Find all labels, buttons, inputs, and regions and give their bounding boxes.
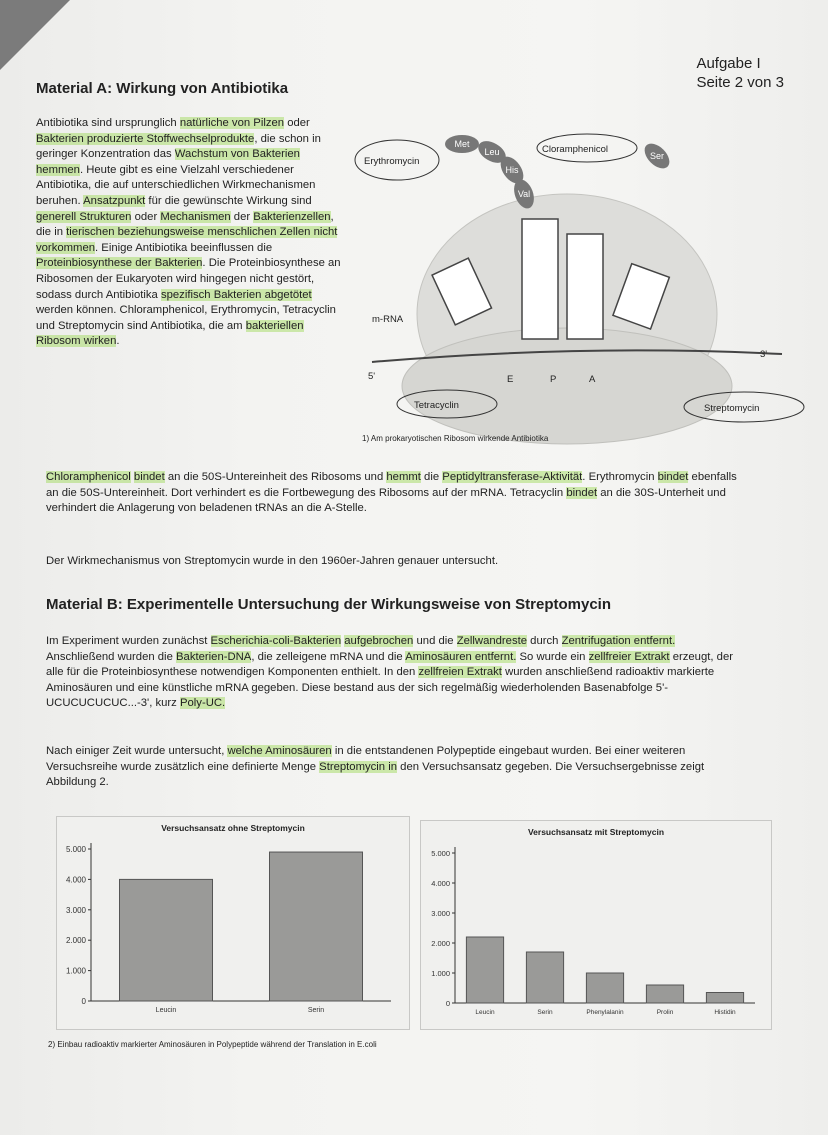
text-run: an die 50S-Untereinheit des Ribosoms und <box>164 471 387 483</box>
text-run: So wurde ein <box>516 650 589 663</box>
x-tick-label: Phenylalanin <box>586 1009 624 1016</box>
chart-with-streptomycin <box>420 820 772 1030</box>
text-run: , die schon in geringer Konzentration das <box>36 132 321 161</box>
material-b-paragraph-2 <box>46 744 746 791</box>
label-mrna: m-RNA <box>372 314 404 325</box>
amino-label-his: His <box>505 165 519 175</box>
chart-without-streptomycin <box>56 816 410 1030</box>
amino-label-val: Val <box>517 189 531 199</box>
text-run: ebenfalls an die 50S-Untereinheit. Dort verhindert es die Fortbewegung des Ribosoms auf der mRNA. Tetracyclin <box>46 471 737 499</box>
label-a-site: A <box>589 374 596 385</box>
x-tick-label: Leucin <box>475 1009 495 1016</box>
text-run: den Versuchsansatz gegeben. Die Versuchsergebnisse zeigt Abbildung 2. <box>46 760 705 789</box>
highlighted-text: aufgebrochen <box>344 635 414 647</box>
chart-1-svg <box>57 817 409 1029</box>
bar-serin <box>270 852 363 1001</box>
page-corner-shadow <box>0 0 70 70</box>
text-run: . Einige Antibiotika beeinflussen die <box>95 241 273 254</box>
bar-serin <box>526 952 563 1003</box>
trna-a-site <box>567 234 603 339</box>
highlighted-text: zellfreier Extrakt <box>588 650 670 663</box>
text-run: erzeugt, der alle für die Proteinbiosynthese notwendigen Komponenten enthielt. In den <box>46 650 733 679</box>
highlighted-text: Proteinbiosynthese der Bakterien <box>36 257 203 270</box>
y-tick-label: 2.000 <box>431 939 450 948</box>
highlighted-text: Poly-UC. <box>179 697 226 710</box>
figure-2-caption: 2) Einbau radioaktiv markierter Aminosäuren in Polypeptide während der Translation in E.coli <box>48 1040 377 1049</box>
highlighted-text: Chloramphenicol <box>46 471 131 483</box>
bar-prolin <box>646 985 683 1003</box>
material-a-intro <box>36 116 342 350</box>
chart-2-title: Versuchsansatz mit Streptomycin <box>527 827 665 837</box>
text-run: an die 30S-Unterheit und verhindert die Anlagerung von beladenen tRNAs an die A-Stelle. <box>46 486 726 515</box>
x-tick-label: Serin <box>307 1007 325 1014</box>
x-tick-label: Leucin <box>155 1007 177 1014</box>
text-run: und die <box>413 635 457 647</box>
y-tick-label: 3.000 <box>65 905 86 915</box>
highlighted-text: bindet <box>657 471 689 483</box>
amino-label-met: Met <box>454 139 470 149</box>
text-run: Anschließend wurden die <box>46 650 176 663</box>
chart-2-svg <box>421 821 771 1029</box>
text-run: oder <box>131 210 161 223</box>
text-run: . Erythromycin <box>582 471 658 483</box>
x-tick-label: Histidin <box>714 1009 736 1016</box>
bar-phenylalanin <box>586 973 623 1003</box>
highlighted-text: Aminosäuren entfernt. <box>405 650 517 663</box>
label-3prime: 3' <box>760 349 768 360</box>
highlighted-text: Peptidyltransferase-Aktivität <box>442 471 583 483</box>
label-streptomycin: Streptomycin <box>704 403 760 414</box>
material-a-paragraph-1 <box>46 470 746 517</box>
highlighted-text: zellfreien Extrakt <box>418 666 502 679</box>
y-tick-label: 5.000 <box>65 845 86 854</box>
bar-leucin <box>466 937 503 1003</box>
text-run: . Die Proteinbiosynthese an Ribosomen der Eukaryoten wird hingegen nicht gestört, sodass durch Antibiotika <box>36 257 341 301</box>
bar-leucin <box>120 879 213 1001</box>
text-run: wurden anschließend radioaktiv markierte Aminosäuren und eine künstliche mRNA gegeben. Diese bestand aus der sich regelmäßig wiederholenden Basenabfolge 5'-UCUCUCUCUC...-3', kurz <box>46 666 715 710</box>
highlighted-text: hemmt <box>386 471 421 483</box>
text-run: der <box>230 210 254 223</box>
text-run: in die entstandenen Polypeptide eingebaut wurden. Bei einer weiteren Versuchsreihe wurde zusätzlich eine definierte Menge <box>46 745 686 773</box>
y-tick-label: 3.000 <box>431 909 450 918</box>
x-tick-label: Prolin <box>656 1009 674 1016</box>
text-run: Im Experiment wurden zunächst <box>46 635 211 647</box>
highlighted-text: spezifisch Bakterien abgetötet <box>160 288 312 301</box>
task-label: Aufgabe I <box>696 55 761 72</box>
highlighted-text: bindet <box>566 486 598 499</box>
ribosome-small-subunit <box>402 328 732 444</box>
y-tick-label: 1.000 <box>431 969 450 978</box>
label-e-site: E <box>507 374 514 385</box>
material-a-title: Material A: Wirkung von Antibiotika <box>36 80 289 97</box>
highlighted-text: tierischen beziehungsweise menschlichen Zellen nicht vorkommen <box>36 226 338 254</box>
label-erythromycin: Erythromycin <box>364 156 420 167</box>
figure-1-caption: 1) Am prokaryotischen Ribosom wirkende Antibiotika <box>362 434 549 443</box>
highlighted-text: Bakterien-DNA <box>176 650 252 663</box>
y-tick-label: 4.000 <box>431 879 450 888</box>
highlighted-text: Bakterien produzierte Stoffwechselprodukte <box>36 132 255 145</box>
highlighted-text: Mechanismen <box>160 210 231 223</box>
highlighted-text: natürliche von Pilzen <box>179 117 285 129</box>
highlighted-text: Wachstum von Bakterien hemmen <box>36 148 300 176</box>
text-run: . Heute gibt es eine Vielzahl verschiedener Antibiotika, die auf unterschiedlichen Wirkmechanismen beruhen. <box>36 163 316 207</box>
label-tetracyclin: Tetracyclin <box>414 400 459 411</box>
text-run: Antibiotika sind ursprunglich <box>36 117 180 129</box>
text-run: Nach einiger Zeit wurde untersucht, <box>46 745 228 757</box>
highlighted-text: welche Aminosäuren <box>227 745 332 757</box>
trna-p-site <box>522 219 558 339</box>
amino-label-leu: Leu <box>484 147 500 157</box>
bar-histidin <box>706 993 743 1004</box>
label-p-site: P <box>550 374 557 385</box>
material-a-paragraph-2: Der Wirkmechanismus von Streptomycin wurde in den 1960er-Jahren genauer untersucht. <box>46 555 499 567</box>
highlighted-text: Bakterienzellen <box>253 210 331 223</box>
highlighted-text: Zentrifugation entfernt. <box>561 635 676 647</box>
highlighted-text: Ansatzpunkt <box>83 194 146 207</box>
y-tick-label: 0 <box>445 999 450 1008</box>
x-tick-label: Serin <box>537 1009 553 1016</box>
y-tick-label: 4.000 <box>65 875 86 885</box>
material-b-paragraph-1 <box>46 634 746 712</box>
text-run: oder <box>284 117 310 129</box>
label-5prime: 5' <box>368 371 376 382</box>
text-run: für die gewünschte Wirkung sind <box>145 194 312 207</box>
highlighted-text: Escherichia-coli-Bakterien <box>210 635 342 647</box>
y-tick-label: 1.000 <box>65 966 86 976</box>
chart-1-title: Versuchsansatz ohne Streptomycin <box>161 823 305 833</box>
text-run: , die zelleigene mRNA und die <box>251 650 406 663</box>
page-number: Seite 2 von 3 <box>696 74 784 91</box>
highlighted-text: generell Strukturen <box>36 210 132 223</box>
highlighted-text: Streptomycin in <box>319 760 398 773</box>
text-run: , die in <box>36 210 334 239</box>
highlighted-text: bindet <box>133 471 165 483</box>
y-tick-label: 0 <box>81 997 86 1006</box>
text-run: durch <box>527 635 562 647</box>
text-run: . <box>116 335 120 348</box>
text-run: werden können. Chloramphenicol, Erythromycin, Tetracyclin und Streptomycin sind Antibiotika, die am <box>36 304 336 332</box>
page-header <box>696 54 784 92</box>
highlighted-text: bakteriellen Ribosom wirken <box>36 319 304 348</box>
y-tick-label: 5.000 <box>431 849 450 858</box>
y-tick-label: 2.000 <box>65 936 86 946</box>
material-b-title: Material B: Experimentelle Untersuchung der Wirkungsweise von Streptomycin <box>46 596 611 613</box>
highlighted-text: Zellwandreste <box>456 635 528 647</box>
ribosome-figure <box>352 124 822 449</box>
text-run: die <box>420 471 443 483</box>
amino-label-ser: Ser <box>649 151 665 161</box>
label-chloramphenicol: Cloramphenicol <box>542 144 609 155</box>
